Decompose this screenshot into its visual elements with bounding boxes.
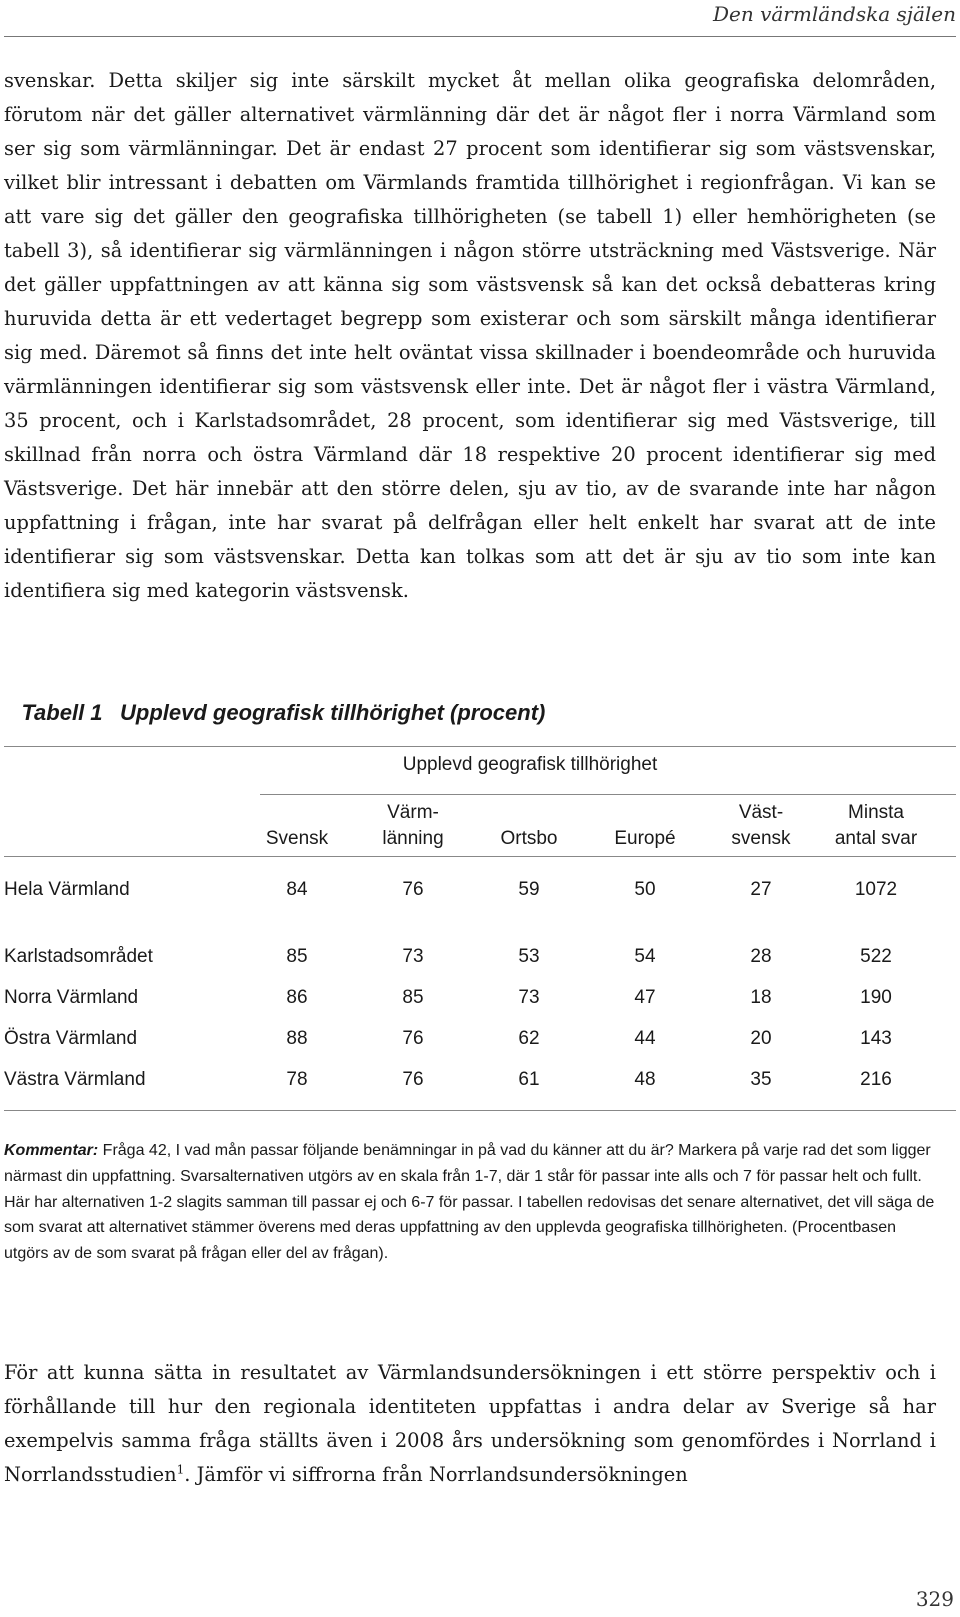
- table-header-rule: [4, 856, 956, 857]
- table-cell: 86: [286, 987, 308, 1008]
- table-cell: 18: [750, 987, 772, 1008]
- table-cell: 59: [518, 879, 540, 900]
- row-label-hela-varmland: Hela Värmland: [4, 879, 130, 900]
- column-header-line1: Värm-: [387, 802, 439, 823]
- table-comment: [4, 1138, 936, 1267]
- table-cell: 190: [860, 987, 892, 1008]
- column-header-line2: länning: [382, 828, 444, 849]
- table-cell: 216: [860, 1069, 892, 1090]
- table-cell: 62: [518, 1028, 540, 1049]
- column-header-line2: svensk: [731, 828, 791, 849]
- body-paragraph-1: svenskar. Detta skiljer sig inte särskilt mycket åt mellan olika geografiska delområden, förutom när det gäller alternativet värmlänning där det är något fler i norra Värmland som ser sig som värmlänningar. Det är endast 27 procent som identifierar sig som västsvenskar, vilket blir intressant i debatten om Värmlands framtida tillhörighet i regionfrågan. Vi kan se att vare sig det gäller den geografiska tillhörigheten (se tabell 1) eller hemhörigheten (se tabell 3), så identifierar sig värmlänningen i någon större utsträckning med Västsverige. När det gäller uppfattningen av att känna sig som västsvensk så kan det också debatteras kring huruvida detta är ett vedertaget begrepp som existerar och som särskilt många identifierar sig med. Däremot så finns det inte helt oväntat vissa skillnader i boendeområde och huruvida värmlänningen identifierar sig som västsvensk eller inte. Det är något fler i västra Värmland, 35 procent, och i Karlstadsområdet, 28 procent, som identifierar sig med Västsverige, till skillnad från norra och östra Värmland där 18 respektive 20 procent identifierar sig med Västsverige. Det här innebär att den större delen, sju av tio, av de svarande inte har någon uppfattning i frågan, inte har svarat på delfrågan eller helt enkelt har svarat att de inte identifierar sig som västsvenskar. Detta kan tolkas som att det är sju av tio som inte kan identifiera sig med kategorin västsvensk.: [4, 69, 936, 602]
- table-cell: 85: [402, 987, 424, 1008]
- body-paragraph-2: [4, 1356, 936, 1492]
- table-caption-title: Upplevd geografisk tillhörighet (procent): [120, 700, 546, 725]
- table-caption: [4, 700, 934, 726]
- column-header-minsta-antal-svar: [816, 800, 936, 852]
- table-cell: 88: [286, 1028, 308, 1049]
- table-cell: 35: [750, 1069, 772, 1090]
- table-cell: 76: [402, 879, 424, 900]
- column-header-line1: Minsta: [848, 802, 904, 823]
- row-label-norra-varmland: Norra Värmland: [4, 987, 139, 1008]
- table-cell: 73: [518, 987, 540, 1008]
- table-cell: 78: [286, 1069, 308, 1090]
- table-cell: 73: [402, 946, 424, 967]
- table-cell: 28: [750, 946, 772, 967]
- table-cell: 143: [860, 1028, 892, 1049]
- column-header-line2: Ortsbo: [500, 828, 558, 849]
- table-comment-text: Fråga 42, I vad mån passar följande benämningar in på vad du känner att du är? Markera på varje rad det som ligger närmast din uppfattning. Svarsalternativen utgörs av en skala från 1-7, där 1 står för passar inte alls och 7 för passar helt och fullt. Här har alternativen 1-2 slagits samman till passar ej och 6-7 för passar. I tabellen redovisas det senare alternativet, det vill säga de som svarat att alternativet stämmer överens med deras uppfattning av den upplevda geografiska tillhörigheten. (Procentbasen utgörs av de som svarat på frågan eller del av frågan).: [4, 1142, 935, 1263]
- table-cell: 48: [634, 1069, 656, 1090]
- table-top-rule: [4, 746, 956, 747]
- table-comment-label: Kommentar:: [4, 1142, 99, 1159]
- table-cell: 20: [750, 1028, 772, 1049]
- table-cell: 1072: [854, 879, 898, 900]
- page-number: 329: [915, 1587, 954, 1611]
- column-header-ortsbo: [474, 800, 584, 852]
- body-paragraph-2-text: För att kunna sätta in resultatet av Värmlandsundersökningen i ett större perspektiv och i förhållande till hur den regionala identiteten uppfattas i andra delar av Sverige så har exempelvis samma fråga ställts även i 2008 års undersökning som genomfördes i Norrland i Norrlandsstudien: [4, 1361, 936, 1486]
- running-head: Den värmländska själen: [712, 2, 956, 26]
- column-header-vastsvensk: [706, 800, 816, 852]
- table-cell: 84: [286, 879, 308, 900]
- table-bottom-rule: [4, 1110, 956, 1111]
- table-cell: 47: [634, 987, 656, 1008]
- row-label-karlstadsomradet: Karlstadsområdet: [4, 946, 153, 967]
- header-rule: [4, 36, 956, 37]
- table-cell: 53: [518, 946, 540, 967]
- table-group-header: Upplevd geografisk tillhörighet: [402, 754, 658, 775]
- row-label-ostra-varmland: Östra Värmland: [4, 1028, 138, 1049]
- column-header-varmlanning: [358, 800, 468, 852]
- footnote-reference[interactable]: 1: [176, 1462, 185, 1477]
- table-cell: 61: [518, 1069, 540, 1090]
- table-cell: 27: [750, 879, 772, 900]
- table-caption-number: Tabell 1: [21, 700, 103, 725]
- column-header-svensk: [242, 800, 352, 852]
- column-header-line2: Svensk: [265, 828, 329, 849]
- table-cell: 76: [402, 1028, 424, 1049]
- table-cell: 50: [634, 879, 656, 900]
- column-header-line1: Väst-: [738, 802, 784, 823]
- table-cell: 54: [634, 946, 656, 967]
- table-cell: 522: [860, 946, 892, 967]
- table-cell: 76: [402, 1069, 424, 1090]
- column-header-europe: [590, 800, 700, 852]
- table-cell: 44: [634, 1028, 656, 1049]
- body-paragraph-2-end: . Jämför vi siffrorna från Norrlandsundersökningen: [184, 1463, 688, 1486]
- table-cell: 85: [286, 946, 308, 967]
- column-header-line2: antal svar: [834, 828, 918, 849]
- row-label-vastra-varmland: Västra Värmland: [4, 1069, 146, 1090]
- column-header-line2: Europé: [614, 828, 676, 849]
- table-group-rule: [260, 794, 956, 795]
